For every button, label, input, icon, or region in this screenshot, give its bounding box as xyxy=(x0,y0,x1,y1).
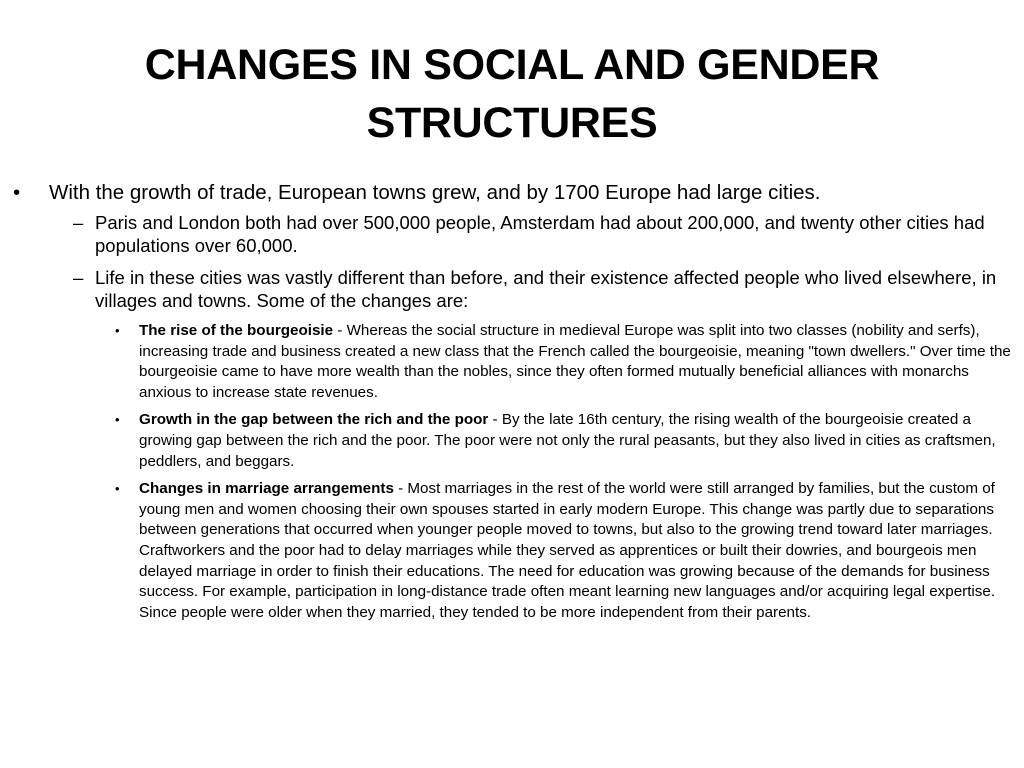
bullet-marker: • xyxy=(13,181,21,204)
change-text: - Whereas the social structure in medieval Europe was split into two classes (nobility and serfs), increasing trade and business created a new class that the French called the bourgeoisie, meaning "town dwellers." Over time the bourgeoisie came to have more wealth than the nobles, since they often formed mutually beneficial alliances with monarchs anxious to increase state revenues. xyxy=(139,322,1011,401)
change-item xyxy=(115,321,1014,403)
sub-bullet-item xyxy=(73,266,1005,312)
dash-marker: – xyxy=(73,267,84,288)
bullet-item xyxy=(13,180,979,205)
change-heading: The rise of the bourgeoisie xyxy=(139,322,334,339)
slide-body xyxy=(0,180,1024,630)
change-heading: Growth in the gap between the rich and the poor xyxy=(139,411,489,429)
change-item xyxy=(115,479,1014,623)
bullet-marker: • xyxy=(115,481,120,497)
dash-marker: – xyxy=(73,212,84,233)
bullet-marker: • xyxy=(115,412,120,428)
sub-bullet-item xyxy=(73,211,1005,257)
title-line-2: STRUCTURES xyxy=(366,99,658,147)
title-line-1: CHANGES IN SOCIAL AND GENDER xyxy=(144,41,880,89)
slide-title xyxy=(40,36,984,152)
change-item xyxy=(115,410,1014,472)
change-text: - By the late 16th century, the rising wealth of the bourgeoisie created a growing gap between the rich and the poor. The poor were not only the rural peasants, but they also lived in cities as craftsmen, peddlers, and beggars. xyxy=(139,411,996,470)
bullet-marker: • xyxy=(115,323,120,338)
sub-bullet-text: Life in these cities was vastly different than before, and their existence affected people who lived elsewhere, in villages and towns. Some of the changes are: xyxy=(95,267,997,311)
bullet-text: With the growth of trade, European towns grew, and by 1700 Europe had large cities. xyxy=(49,181,821,204)
change-heading: Changes in marriage arrangements xyxy=(139,480,394,498)
sub-bullet-text: Paris and London both had over 500,000 people, Amsterdam had about 200,000, and twenty other cities had populations over 60,000. xyxy=(95,212,985,256)
change-text: - Most marriages in the rest of the world were still arranged by families, but the custom of young men and women choosing their own spouses started in early modern Europe. This change was partly due to separations between generations that occurred when younger people moved to towns, but also to the growing trend toward later marriages. Craftworkers and the poor had to delay marriages while they served as apprentices or built their dowries, and bourgeois men delayed marriage in order to finish their educations. The need for education was growing because of the demands for business success. For example, participation in long-distance trade often meant learning new languages and/or acquiring legal expertise. Since people were older when they married, they tended to be more independent from their parents. xyxy=(139,480,996,621)
